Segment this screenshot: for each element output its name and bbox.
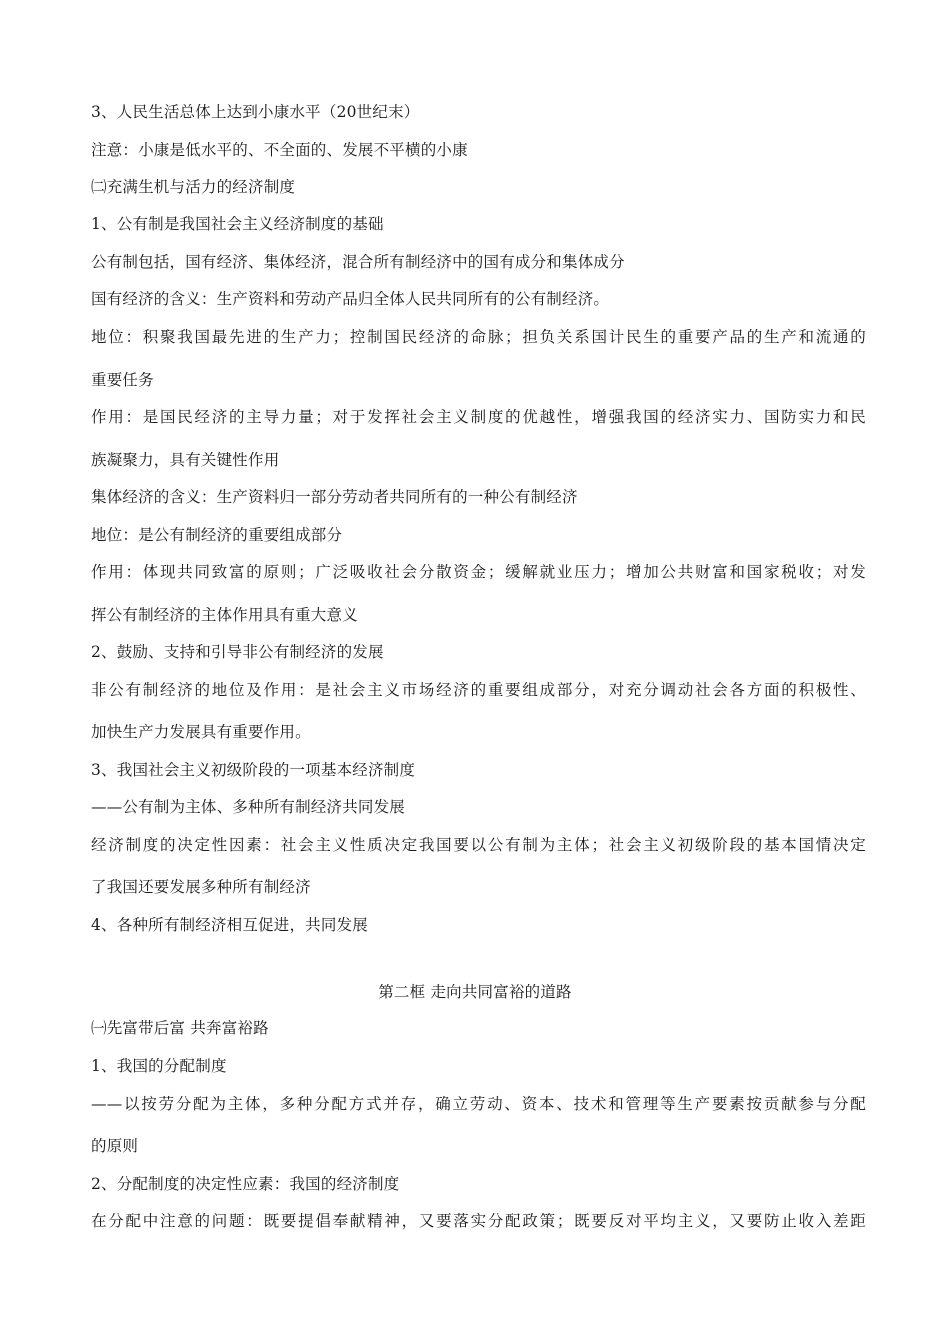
text-line: 2、鼓励、支持和引导非公有制经济的发展	[91, 643, 384, 661]
text-line: 地位：是公有制经济的重要组成部分	[91, 526, 343, 544]
section-heading: ㈠先富带后富 共奔富裕路	[91, 1019, 269, 1037]
text-line: 非公有制经济的地位及作用：是社会主义市场经济的重要组成部分，对充分调动社会各方面的积极性、	[91, 681, 866, 699]
text-line: 重要任务	[91, 371, 154, 389]
text-line: 注意：小康是低水平的、不全面的、发展不平横的小康	[91, 141, 468, 159]
text-line: 的原则	[91, 1137, 139, 1155]
text-line: 集体经济的含义：生产资料归一部分劳动者共同所有的一种公有制经济	[91, 488, 578, 506]
text-line: 1、公有制是我国社会主义经济制度的基础	[91, 215, 384, 233]
text-line: 4、各种所有制经济相互促进，共同发展	[91, 916, 368, 934]
section-heading: ㈡充满生机与活力的经济制度	[91, 178, 296, 196]
section-title: 第二框 走向共同富裕的道路	[378, 983, 572, 1001]
text-line: 了我国还要发展多种所有制经济	[91, 878, 311, 896]
text-line: 公有制包括，国有经济、集体经济，混合所有制经济中的国有成分和集体成分	[91, 253, 625, 271]
text-line: 作用：体现共同致富的原则；广泛吸收社会分散资金；缓解就业压力；增加公共财富和国家税收；对发	[91, 563, 866, 581]
text-line: 1、我国的分配制度	[91, 1057, 227, 1075]
text-line: 3、我国社会主义初级阶段的一项基本经济制度	[91, 761, 416, 779]
text-line: ——以按劳分配为主体，多种分配方式并存，确立劳动、资本、技术和管理等生产要素按贡献参与分配	[91, 1095, 866, 1113]
text-line: 2、分配制度的决定性应素：我国的经济制度	[91, 1175, 400, 1193]
text-line: 3、人民生活总体上达到小康水平（20世纪末）	[91, 103, 420, 121]
text-line: 加快生产力发展具有重要作用。	[91, 723, 311, 741]
text-line: 族凝聚力，具有关键性作用	[91, 451, 280, 469]
text-line: 作用：是国民经济的主导力量；对于发挥社会主义制度的优越性，增强我国的经济实力、国防实力和民	[91, 408, 866, 426]
text-line: 挥公有制经济的主体作用具有重大意义	[91, 606, 358, 624]
text-line: 经济制度的决定性因素：社会主义性质决定我国要以公有制为主体；社会主义初级阶段的基本国情决定	[91, 836, 866, 854]
text-line: ——公有制为主体、多种所有制经济共同发展	[91, 798, 406, 816]
text-line: 地位：积聚我国最先进的生产力；控制国民经济的命脉；担负关系国计民生的重要产品的生产和流通的	[91, 328, 866, 346]
text-line: 在分配中注意的问题：既要提倡奉献精神，又要落实分配政策；既要反对平均主义，又要防止收入差距	[91, 1212, 866, 1230]
text-line: 国有经济的含义：生产资料和劳动产品归全体人民共同所有的公有制经济。	[91, 290, 610, 308]
